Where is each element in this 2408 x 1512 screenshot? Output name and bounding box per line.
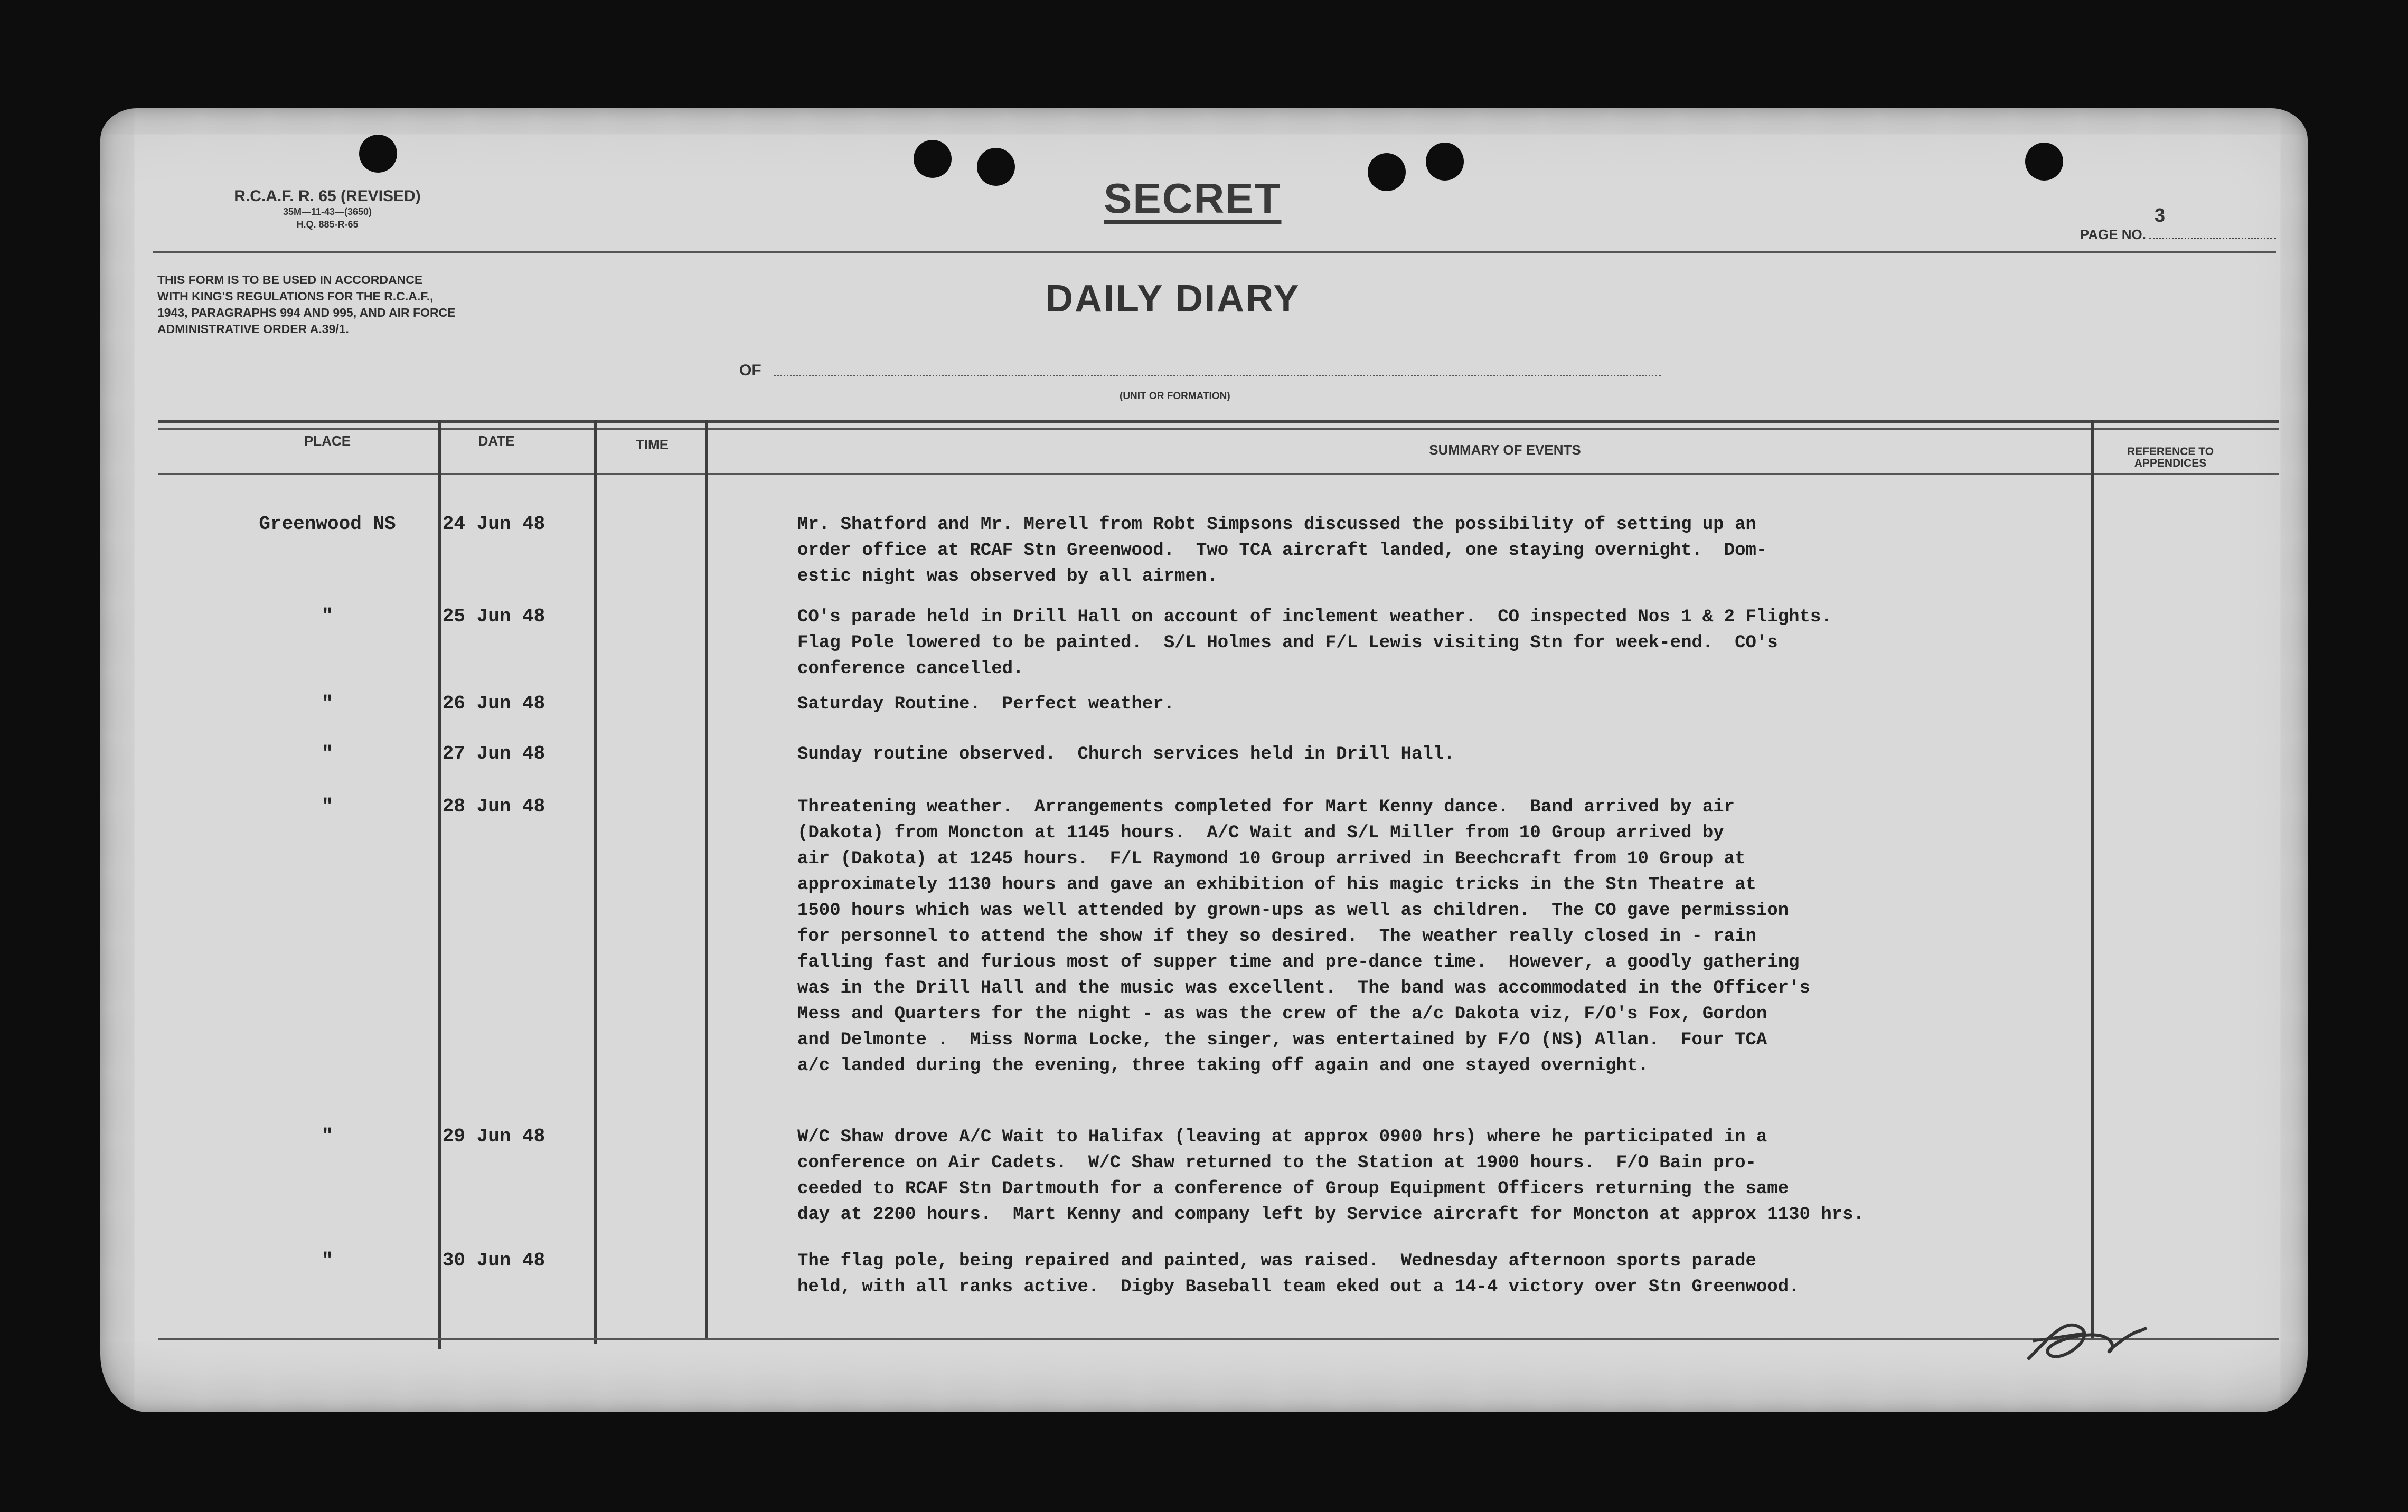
entry-summary-line: ceeded to RCAF Stn Dartmouth for a conference of Group Equipment Officers returning the same xyxy=(797,1179,1789,1199)
entry-date: 26 Jun 48 xyxy=(442,693,545,714)
entry-summary-line: for personnel to attend the show if they so desired. The weather really closed in - rain xyxy=(797,927,1756,947)
entry-summary xyxy=(797,692,2213,717)
diary-entries xyxy=(100,108,2308,1412)
entry-summary-line: approximately 1130 hours and gave an exhibition of his magic tricks in the Stn Theatre at xyxy=(797,875,1756,895)
entry-summary-line: and Delmonte . Miss Norma Locke, the singer, was entertained by F/O (NS) Allan. Four TCA xyxy=(797,1030,1767,1050)
entry-summary-line: Mess and Quarters for the night - as was the crew of the a/c Dakota viz, F/O's Fox, Gordon xyxy=(797,1004,1767,1024)
entry-summary-line: CO's parade held in Drill Hall on account of inclement weather. CO inspected Nos 1 & 2 Flights. xyxy=(797,607,1832,627)
handwritten-signature xyxy=(2017,1296,2155,1375)
entry-summary-line: air (Dakota) at 1245 hours. F/L Raymond 10 Group arrived in Beechcraft from 10 Group at xyxy=(797,849,1746,869)
entry-place: " xyxy=(322,1250,333,1271)
column-header-date: DATE xyxy=(478,433,515,449)
entry-date: 29 Jun 48 xyxy=(442,1126,545,1147)
entry-summary xyxy=(797,1124,2213,1228)
entry-place: " xyxy=(322,1126,333,1147)
entry-summary-line: Mr. Shatford and Mr. Merell from Robt Simpsons discussed the possibility of setting up an xyxy=(797,515,1756,535)
entry-date: 27 Jun 48 xyxy=(442,743,545,764)
entry-place: " xyxy=(322,693,333,714)
entry-summary-line: order office at RCAF Stn Greenwood. Two TCA aircraft landed, one staying overnight. Dom- xyxy=(797,541,1767,561)
entry-place: Greenwood NS xyxy=(259,513,396,535)
page-label-text: PAGE NO. xyxy=(2080,226,2146,242)
form-code-line: R.C.A.F. R. 65 (REVISED) xyxy=(234,187,421,205)
column-header-reference: REFERENCE TO APPENDICES xyxy=(2127,446,2214,469)
entry-summary-line: was in the Drill Hall and the music was excellent. The band was accommodated in the Officer's xyxy=(797,978,1810,998)
column-header-place: PLACE xyxy=(304,433,351,449)
usage-notice-line: 1943, PARAGRAPHS 994 AND 995, AND AIR FORCE xyxy=(157,306,456,319)
entry-date: 25 Jun 48 xyxy=(442,606,545,627)
entry-summary-line: conference on Air Cadets. W/C Shaw returned to the Station at 1900 hours. F/O Bain pro- xyxy=(797,1153,1756,1173)
form-code-line: H.Q. 885-R-65 xyxy=(296,219,359,230)
column-header-summary: SUMMARY OF EVENTS xyxy=(1429,442,1581,458)
entry-summary-line: estic night was observed by all airmen. xyxy=(797,566,1218,587)
entry-summary xyxy=(797,604,2213,682)
entry-summary-line: Threatening weather. Arrangements completed for Mart Kenny dance. Band arrived by air xyxy=(797,797,1735,817)
entry-date: 28 Jun 48 xyxy=(442,796,545,817)
entry-summary-line: Sunday routine observed. Church services held in Drill Hall. xyxy=(797,744,1455,764)
entry-summary xyxy=(797,742,2213,768)
entry-summary-line: (Dakota) from Moncton at 1145 hours. A/C Wait and S/L Miller from 10 Group arrived by xyxy=(797,823,1724,843)
entry-place: " xyxy=(322,606,333,627)
entry-date: 24 Jun 48 xyxy=(442,513,545,535)
usage-notice-line: WITH KING'S REGULATIONS FOR THE R.C.A.F., xyxy=(157,289,434,303)
page-number: 3 xyxy=(2154,204,2165,226)
entry-summary-line: a/c landed during the evening, three taking off again and one stayed overnight. xyxy=(797,1056,1649,1076)
entry-summary-line: W/C Shaw drove A/C Wait to Halifax (leaving at approx 0900 hrs) where he participated in a xyxy=(797,1127,1767,1147)
entry-summary-line: 1500 hours which was well attended by grown-ups as well as children. The CO gave permission xyxy=(797,901,1789,921)
unit-label: (UNIT OR FORMATION) xyxy=(1120,391,1230,402)
column-header-time: TIME xyxy=(635,437,669,452)
entry-summary-line: Flag Pole lowered to be painted. S/L Holmes and F/L Lewis visiting Stn for week-end. CO's xyxy=(797,633,1778,653)
usage-notice-line: ADMINISTRATIVE ORDER A.39/1. xyxy=(157,322,349,336)
security-marking: SECRET xyxy=(1104,175,1282,222)
entry-summary-line: day at 2200 hours. Mart Kenny and company left by Service aircraft for Moncton at approx 1130 hrs. xyxy=(797,1205,1864,1225)
page-title: DAILY DIARY xyxy=(1046,278,1301,320)
entry-summary xyxy=(797,795,2213,1079)
entry-summary xyxy=(797,512,2213,590)
entry-summary-line: held, with all ranks active. Digby Baseball team eked out a 14-4 victory over Stn Greenwood. xyxy=(797,1277,1800,1297)
of-label: OF xyxy=(739,362,761,379)
form-code-line: 35M—11-43—(3650) xyxy=(283,206,372,217)
entry-summary-line: conference cancelled. xyxy=(797,659,1024,679)
diary-page xyxy=(100,108,2308,1412)
usage-notice-line: THIS FORM IS TO BE USED IN ACCORDANCE xyxy=(157,273,423,287)
entry-summary-line: falling fast and furious most of supper time and pre-dance time. However, a goodly gathering xyxy=(797,952,1800,972)
entry-summary-line: The flag pole, being repaired and painted, was raised. Wednesday afternoon sports parade xyxy=(797,1251,1756,1271)
entry-place: " xyxy=(322,796,333,817)
entry-summary xyxy=(797,1249,2213,1300)
entry-summary-line: Saturday Routine. Perfect weather. xyxy=(797,694,1175,714)
entry-place: " xyxy=(322,743,333,764)
entry-date: 30 Jun 48 xyxy=(442,1250,545,1271)
